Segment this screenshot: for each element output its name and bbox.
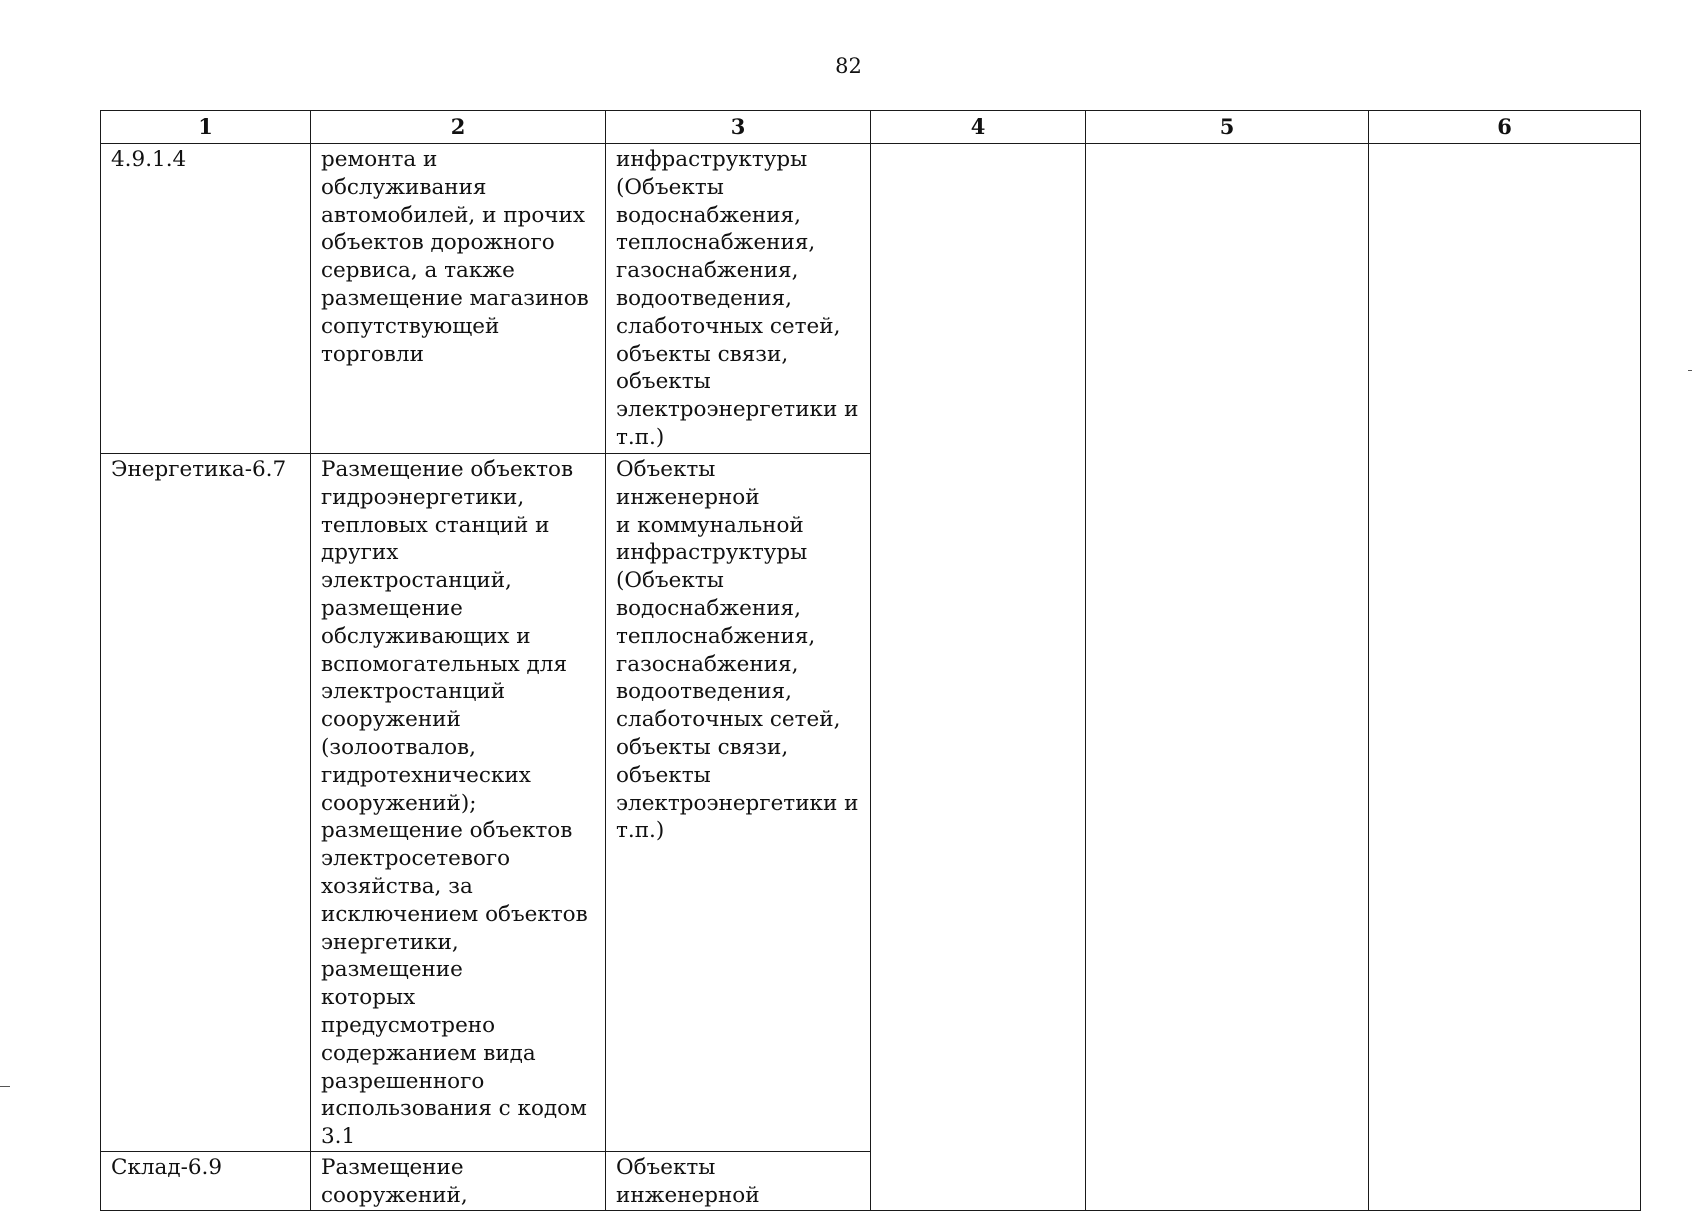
row-objects: Объекты инженерной bbox=[616, 1154, 760, 1208]
table-row bbox=[101, 144, 1641, 454]
column-header-4: 4 bbox=[871, 111, 1086, 144]
row-description-cell bbox=[311, 144, 606, 454]
table-header-row bbox=[101, 111, 1641, 144]
column-header-2: 2 bbox=[311, 111, 606, 144]
row-code: Склад-6.9 bbox=[111, 1154, 223, 1180]
scan-margin-mark bbox=[1688, 370, 1692, 371]
column-header-3: 3 bbox=[606, 111, 871, 144]
row-objects-cell bbox=[606, 454, 871, 1152]
row-objects: Объекты инженерной и коммунальной инфраструктуры (Объекты водоснабжения, теплоснабжения, газоснабжения, водоотведения, слаботочных сетей, объекты связи, объекты электроэнергетики и т.п.) bbox=[616, 457, 859, 844]
row-objects-cell bbox=[606, 144, 871, 454]
row-code-cell bbox=[101, 144, 311, 454]
row-code: Энергетика-6.7 bbox=[111, 457, 287, 482]
row-objects: инфраструктуры (Объекты водоснабжения, теплоснабжения, газоснабжения, водоотведения, слаботочных сетей, объекты связи, объекты электроэнергетики и т.п.) bbox=[616, 147, 859, 450]
column-header-5: 5 bbox=[1086, 111, 1369, 144]
column-6-cell bbox=[1369, 144, 1641, 1211]
row-description-cell bbox=[311, 454, 606, 1152]
column-header-1: 1 bbox=[101, 111, 311, 144]
column-5-cell bbox=[1086, 144, 1369, 1211]
row-description-cell bbox=[311, 1151, 606, 1210]
row-description: ремонта и обслуживания автомобилей, и прочих объектов дорожного сервиса, а также размещение магазинов сопутствующей торговли bbox=[321, 147, 589, 367]
column-4-cell bbox=[871, 144, 1086, 1211]
row-description: Размещение сооружений, bbox=[321, 1154, 468, 1208]
row-description: Размещение объектов гидроэнергетики, тепловых станций и других электростанций, размещение обслуживающих и вспомогательных для электростанций сооружений (золоотвалов, гидротехнических сооружений); размещение объектов электросетевого хозяйства, за исключением объектов энергетики, размещение которых предусмотрено содержанием вида разрешенного использования с кодом 3.1 bbox=[321, 457, 588, 1150]
scan-margin-mark bbox=[0, 1086, 10, 1087]
row-code-cell bbox=[101, 454, 311, 1152]
row-objects-cell bbox=[606, 1151, 871, 1210]
row-code-cell bbox=[101, 1151, 311, 1210]
row-code: 4.9.1.4 bbox=[111, 147, 187, 172]
column-header-6: 6 bbox=[1369, 111, 1641, 144]
page-number: 82 bbox=[835, 54, 862, 78]
document-table bbox=[100, 110, 1641, 1211]
